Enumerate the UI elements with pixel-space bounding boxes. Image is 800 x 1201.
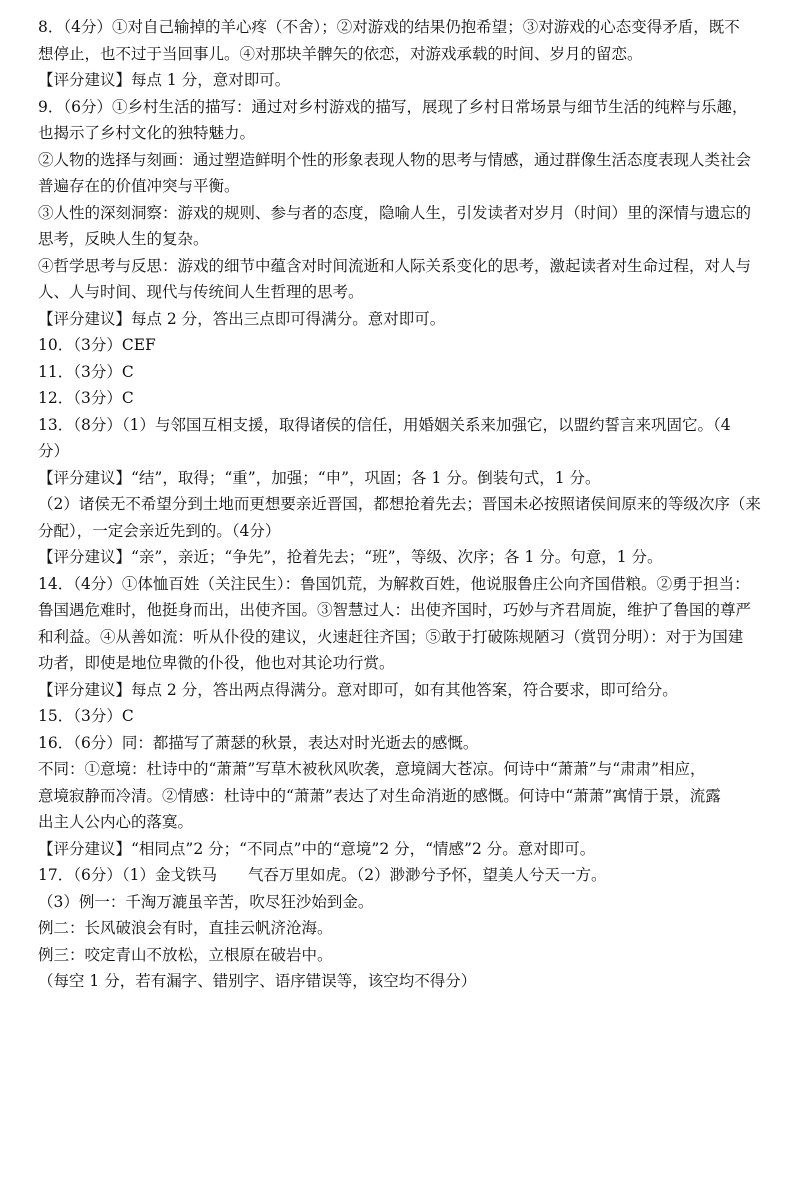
- answer-16-line-1: 16．（6分）同：都描写了萧瑟的秋景，表达对时光逝去的感慨。: [38, 733, 479, 752]
- answer-14-line-1: 14．（4分）①体恤百姓（关注民生）：鲁国饥荒，为解救百姓，他说服鲁庄公向齐国借粮。②勇于担当：: [38, 574, 750, 593]
- answer-key-text: [38, 14, 766, 995]
- answer-13-scoring-note-2: 【评分建议】“亲”，亲近；“争先”，抢着先去；“班”，等级、次序；各 1 分。句意，1 分。: [38, 548, 663, 566]
- answer-9-line-6: 思考，反映人生的复杂。: [38, 230, 209, 248]
- answer-9-line-5: ③人性的深刻洞察：游戏的规则、参与者的态度，隐喻人生，引发读者对岁月（时间）里的深情与遗忘的: [38, 203, 752, 222]
- answer-11: 11．（3分）C: [38, 362, 134, 381]
- answer-17-line-4: 例三：咬定青山不放松，立根原在破岩中。: [38, 945, 333, 964]
- answer-13-line-4: 分配），一定会亲近先到的。（4分）: [38, 521, 281, 540]
- answer-9-line-1: 9．（6分）①乡村生活的描写：通过对乡村游戏的描写，展现了乡村日常场景与细节生活的纯粹与乐趣，: [38, 97, 748, 116]
- answer-8-line-1: 8．（4分）①对自己输掉的羊心疼（不舍）；②对游戏的结果仍抱希望；③对游戏的心态变得矛盾，既不: [38, 18, 740, 36]
- answer-12: 12．（3分）C: [38, 389, 134, 407]
- answer-13-line-1: 13．（8分）（1）与邻国互相支援，取得诸侯的信任，用婚姻关系来加强它，以盟约誓言来巩固它。（4: [38, 415, 731, 434]
- answer-8-scoring-note: 【评分建议】每点 1 分，意对即可。: [38, 71, 291, 89]
- answer-17-line-1: 17．（6分）（1）金戈铁马 气吞万里如虎。（2）渺渺兮予怀，望美人兮天一方。: [38, 866, 607, 884]
- answer-9-line-3: ②人物的选择与刻画：通过塑造鲜明个性的形象表现人物的思考与情感，通过群像生活态度表现人类社会: [38, 150, 752, 169]
- answer-8-line-2: 想停止，也不过于当回事儿。④对那块羊髀矢的依恋，对游戏承载的时间、岁月的留恋。: [38, 44, 643, 63]
- answer-9-scoring-note: 【评分建议】每点 2 分，答出三点即可得满分。意对即可。: [38, 309, 446, 328]
- answer-13-line-2: 分）: [38, 442, 70, 460]
- answer-14-line-4: 功者，即使是地位卑微的仆役，他也对其论功行赏。: [38, 654, 395, 672]
- answer-9-line-7: ④哲学思考与反思：游戏的细节中蕴含对时间流逝和人际关系变化的思考，激起读者对生命过程，对人与: [38, 256, 752, 275]
- answer-9-line-2: 也揭示了乡村文化的独特魅力。: [38, 124, 256, 142]
- answer-15: 15．（3分）C: [38, 707, 134, 725]
- answer-17-line-2: （3）例一：千淘万漉虽辛苦，吹尽狂沙始到金。: [38, 892, 374, 911]
- answer-16-line-3: 意境寂静而冷清。②情感：杜诗中的“萧萧”表达了对生命消逝的感慨。何诗中“萧萧”寓情于景，流露: [38, 786, 721, 805]
- answer-13-line-3: （2）诸侯无不希望分到土地而更想要亲近晋国，都想抢着先去；晋国未必按照诸侯间原来的等级次序（来: [38, 495, 761, 513]
- answer-14-line-2: 鲁国遇危难时，他挺身而出，出使齐国。③智慧过人：出使齐国时，巧妙与齐君周旋，维护了鲁国的尊严: [38, 601, 752, 619]
- answer-9-line-4: 普遍存在的价值冲突与平衡。: [38, 177, 240, 195]
- answer-9-line-8: 人、人与时间、现代与传统间人生哲理的思考。: [38, 283, 364, 301]
- answer-13-scoring-note-1: 【评分建议】“结”，取得；“重”，加强；“申”，巩固；各 1 分。倒装句式，1 分。: [38, 468, 601, 487]
- answer-16-scoring-note: 【评分建议】“相同点”2 分；“不同点”中的“意境”2 分，“情感”2 分。意对即可。: [38, 839, 596, 858]
- answer-10: 10．（3分）CEF: [38, 336, 156, 354]
- answer-16-line-2: 不同：①意境：杜诗中的“萧萧”写草木被秋风吹袭，意境阔大苍凉。何诗中“萧萧”与“肃肃”相应，: [38, 760, 706, 778]
- answer-14-line-3: 和利益。④从善如流：听从仆役的建议，火速赶往齐国；⑤敢于打破陈规陋习（赏罚分明）：对于为国建: [38, 627, 744, 646]
- answer-16-line-4: 出主人公内心的落寞。: [38, 813, 194, 831]
- answer-14-scoring-note: 【评分建议】每点 2 分，答出两点得满分。意对即可，如有其他答案，符合要求，即可给分。: [38, 680, 678, 699]
- answer-17-line-3: 例二：长风破浪会有时，直挂云帆济沧海。: [38, 919, 333, 937]
- answer-17-scoring-note: （每空 1 分，若有漏字、错别字、语序错误等，该空均不得分）: [38, 972, 477, 990]
